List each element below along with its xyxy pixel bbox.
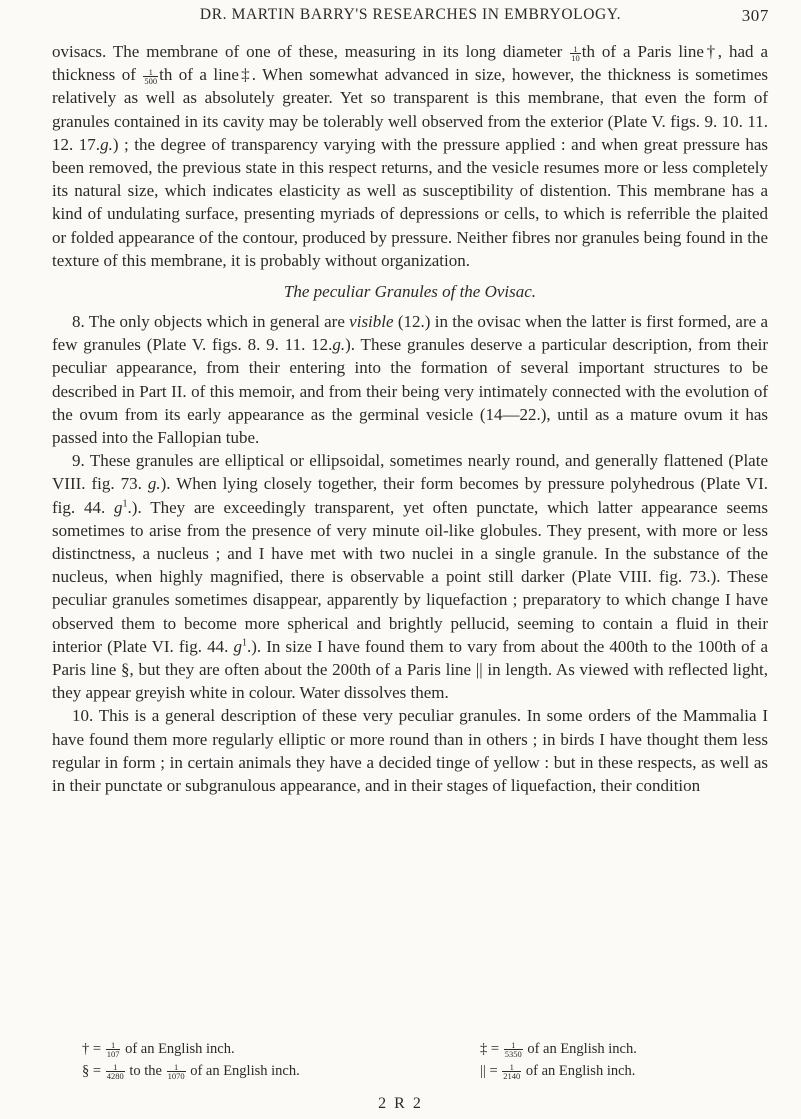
italic-letter: g <box>233 636 242 656</box>
running-head: DR. MARTIN BARRY'S RESEARCHES IN EMBRYOLOGY. <box>199 6 622 23</box>
text-run: th of a Paris line†, had a thickness of <box>52 42 769 85</box>
fraction-numerator: 1 <box>502 1063 521 1072</box>
text-run: 9. These granules are elliptical or ellipsoidal, sometimes nearly round, and generally flattened (Plate VIII. fig. 73. <box>52 451 768 494</box>
fraction-denominator: 2140 <box>503 1071 521 1082</box>
equals-sign: = <box>490 1041 500 1057</box>
text-run: ) ; the degree of transparency varying with the pressure applied : and when great pressure has been removed, the previous state in this respect returns, and the vesicle resumes more or less completely its natural size, which indicates elasticity as well as susceptibility of distention. This membrane has a kind of undulating surface, presenting myriads of depressions or cells, to which is referrible the plaited or folded appearance of the contour, produced by pressure. Neither fibres nor granules being found in the texture of this membrane, it is probably without organization. <box>52 134 769 270</box>
section-subheading: The peculiar Granules of the Ovisac. <box>283 282 537 302</box>
page-header <box>52 6 769 28</box>
fraction <box>502 1063 521 1080</box>
fraction-numerator: 1 <box>106 1041 121 1050</box>
body-text <box>52 40 768 797</box>
fraction-numerator: 1 <box>167 1063 186 1072</box>
equals-sign: = <box>92 1063 102 1079</box>
fraction-denominator: 4280 <box>106 1071 124 1082</box>
fraction-numerator: 1 <box>143 68 158 77</box>
fraction <box>106 1063 125 1080</box>
superscript: 1 <box>241 637 247 649</box>
fraction <box>106 1041 121 1058</box>
text-run: ). When lying closely together, their form becomes by pressure polyhedrous (Plate VI. fig. 44. <box>52 474 768 517</box>
footnote-parallel <box>480 1063 635 1080</box>
fraction-denominator: 1070 <box>167 1071 185 1082</box>
fraction-denominator: 500 <box>144 75 158 86</box>
page-number: 307 <box>741 6 769 25</box>
fraction-denominator: 5350 <box>504 1049 522 1060</box>
superscript: 1 <box>122 498 128 509</box>
paragraph-9 <box>52 449 768 704</box>
text-run: th of a line‡. When somewhat advanced in size, however, the thickness is sometimes relatively as well as absolutely greater. Yet so transparent is this membrane, that even the form of granules contained in its cavity may be tolerably well observed from the exterior (Plate V. figs. 9. 10. 11. 12. 17. <box>52 65 768 154</box>
fraction <box>504 1041 523 1058</box>
fraction-numerator: 1 <box>570 45 581 54</box>
footnote-mark: † <box>82 1041 90 1057</box>
fraction-numerator: 1 <box>504 1041 523 1050</box>
text-run: .). In size I have found them to vary from about the 400th to the 100th of a Paris line §, but they are often about the 200th of a Paris line || in length. As viewed with reflected light, they appear greyish white in colour. Water dissolves them. <box>52 636 768 703</box>
footnote-double-dagger <box>480 1041 637 1058</box>
text-run: (12.) in the ovisac when the latter is first formed, are a few granules (Plate V. figs. 8. 9. 11. 12. <box>52 312 768 355</box>
text-run: ). These granules deserve a particular description, from their peculiar appearance, from their entering into the formation of several important structures to be described in Part II. of this memoir, and from their being very intimately connected with the evolution of the ovum from its early appearance as the germinal vesicle (14—22.), until as a mature ovum it has passed into the Fallopian tube. <box>52 335 769 448</box>
footnote-mark: ‡ <box>480 1041 488 1057</box>
footnote-mark: || <box>480 1063 486 1079</box>
emphasis: visible <box>349 312 394 332</box>
paragraph-8 <box>52 310 768 449</box>
fraction <box>167 1063 186 1080</box>
footnote-text: of an English inch. <box>125 1041 235 1057</box>
text-run: ovisacs. The membrane of one of these, measuring in its long diameter <box>52 42 570 61</box>
fraction <box>570 45 581 62</box>
text-run: 8. The only objects which in general are <box>72 312 350 332</box>
signature-mark: 2 R 2 <box>378 1095 423 1112</box>
italic-letter: g. <box>332 335 346 355</box>
footnote-mark: § <box>82 1063 90 1079</box>
footnote-text: of an English inch. <box>527 1041 637 1057</box>
footnote-text: to the <box>129 1063 162 1079</box>
equals-sign: = <box>489 1063 498 1079</box>
footnote-text: of an English inch. <box>190 1063 300 1079</box>
footnote-dagger <box>82 1041 235 1058</box>
italic-letter: g. <box>100 134 113 154</box>
fraction-denominator: 107 <box>106 1049 120 1060</box>
paragraph-continued <box>52 40 768 272</box>
italic-letter: g <box>114 497 123 517</box>
paragraph-10: 10. This is a general description of these very peculiar granules. In some orders of the Mammalia I have found them more regularly elliptic or more round than in others ; in birds I have thought them less regular in form ; in certain animals they have a decided tinge of yellow : but in these respects, as well as in their punctate or subgranulous appearance, and in their stages of liquefaction, their condition <box>52 706 768 796</box>
equals-sign: = <box>92 1041 102 1057</box>
italic-letter: g. <box>147 474 161 494</box>
footnote-section <box>82 1063 300 1080</box>
footnote-text: of an English inch. <box>525 1063 636 1079</box>
text-run: .). They are exceedingly transparent, yet often punctate, which latter appearance seems sometimes to arise from the presence of very minute oil-like globules. They present, with more or less distinctness, a nucleus ; and I have met with two nuclei in a single granule. In the substance of the nucleus, when highly magnified, there is observable a point still darker (Plate VIII. fig. 73.). These peculiar granules sometimes disappear, apparently by liquefaction ; preparatory to which change I have observed them to become more spherical and brightly pellucid, seeming to contain a fluid in their interior (Plate VI. fig. 44. <box>52 497 768 656</box>
fraction-numerator: 1 <box>106 1063 125 1072</box>
fraction-denominator: 10 <box>571 52 580 63</box>
fraction <box>143 68 158 85</box>
